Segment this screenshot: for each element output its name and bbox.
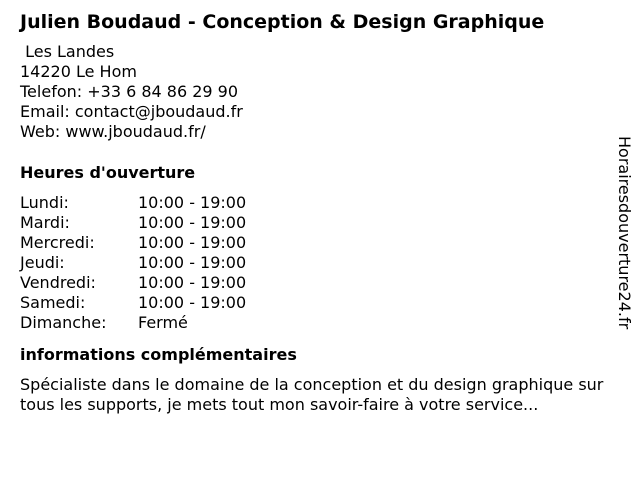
hours-time: 10:00 - 19:00 [138,233,247,252]
hours-time: 10:00 - 19:00 [138,213,247,232]
hours-row-saturday [20,293,620,313]
hours-time: 10:00 - 19:00 [138,193,247,212]
hours-row-tuesday [20,213,620,233]
info-heading: informations complémentaires [20,345,297,364]
address-block [20,42,620,142]
hours-time: 10:00 - 19:00 [138,273,247,292]
hours-heading: Heures d'ouverture [20,163,196,182]
email-line: Email: contact@jboudaud.fr [20,102,243,121]
page-title: Julien Boudaud - Conception & Design Graphique [20,11,545,33]
address-city: 14220 Le Hom [20,62,137,81]
hours-day: Mercredi: [20,233,95,252]
address-street: Les Landes [20,42,115,61]
hours-row-wednesday [20,233,620,253]
hours-row-monday [20,193,620,213]
hours-day: Lundi: [20,193,69,212]
hours-row-thursday [20,253,620,273]
hours-table [20,193,620,333]
hours-time: Fermé [138,313,188,332]
hours-time: 10:00 - 19:00 [138,253,247,272]
watermark: Horairesdouverture24.fr [615,136,634,330]
hours-row-sunday [20,313,620,333]
hours-time: 10:00 - 19:00 [138,293,247,312]
hours-day: Vendredi: [20,273,96,292]
hours-day: Dimanche: [20,313,107,332]
hours-day: Mardi: [20,213,70,232]
hours-day: Samedi: [20,293,86,312]
hours-day: Jeudi: [20,253,65,272]
web-line: Web: www.jboudaud.fr/ [20,122,206,141]
phone-line: Telefon: +33 6 84 86 29 90 [20,82,239,101]
business-card [20,10,620,431]
description-text: Spécialiste dans le domaine de la conception et du design graphique sur tous les supports, je mets tout mon savoir-faire à votre service... [20,375,604,414]
hours-row-friday [20,273,620,293]
